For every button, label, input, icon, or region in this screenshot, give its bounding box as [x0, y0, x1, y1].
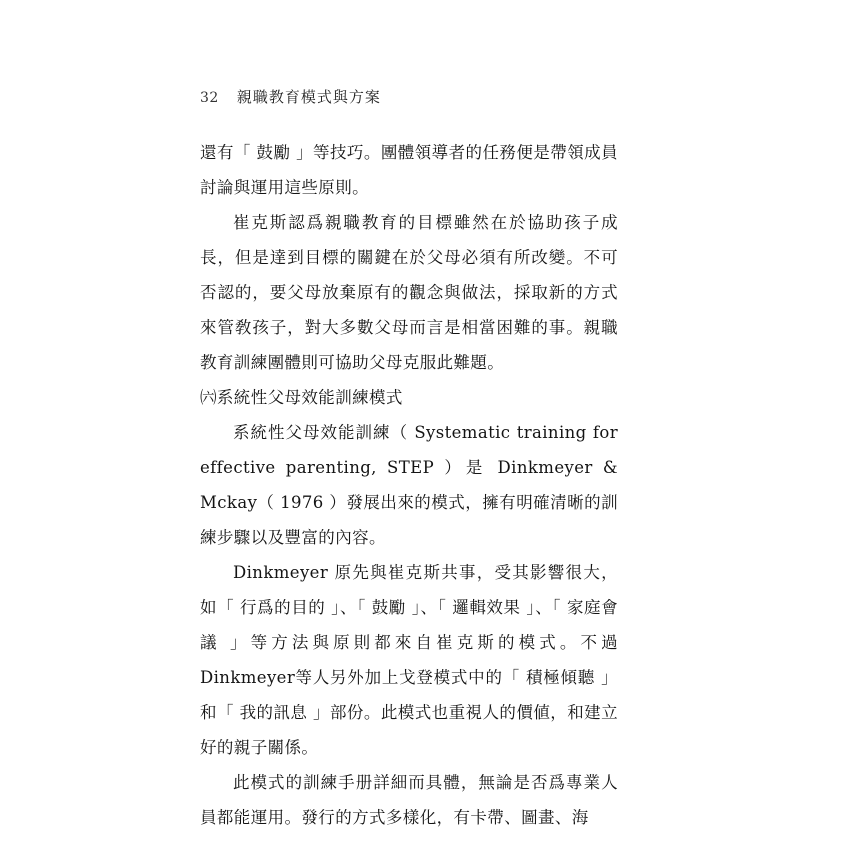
paragraph: 此模式的訓練手册詳細而具體，無論是否爲專業人員都能運用。發行的方式多樣化，有卡帶、圖畫、海 — [200, 773, 618, 827]
section-heading: ㈥系統性父母效能訓練模式 — [200, 388, 403, 407]
page-number: 32 — [200, 90, 219, 106]
running-head: 親職教育模式與方案 — [236, 88, 381, 106]
paragraph: Dinkmeyer 原先與崔克斯共事，受其影響很大，如「 行爲的目的 」、「 鼓勵 」、「 邏輯效果 」、「 家庭會議 」等方法與原則都來自崔克斯的模式。不過 Dinkmeyer等人另外加上戈登模式中的「 積極傾聽 」和「 我的訊息 」部份。此模式也重視人的價値，和建立好的親子關係。 — [200, 563, 618, 757]
paragraph: 系統性父母效能訓練（ Systematic training for effective parenting, STEP ）是 Dinkmeyer & Mckay（ 1976 ）發展出來的模式，擁有明確清晰的訓練步驟以及豐富的內容。 — [200, 423, 618, 547]
paragraph: 崔克斯認爲親職教育的目標雖然在於協助孩子成長，但是達到目標的關鍵在於父母必須有所改變。不可否認的，要父母放棄原有的觀念與做法，採取新的方式來管敎孩子，對大多數父母而言是相當困難的事。親職教育訓練團體則可協助父母克服此難題。 — [200, 213, 618, 372]
page-header — [200, 86, 618, 107]
body-text — [200, 135, 618, 835]
page-content — [200, 86, 618, 835]
paragraph: 還有「 鼓勵 」等技巧。團體領導者的任務便是帶領成員討論與運用這些原則。 — [200, 143, 618, 197]
